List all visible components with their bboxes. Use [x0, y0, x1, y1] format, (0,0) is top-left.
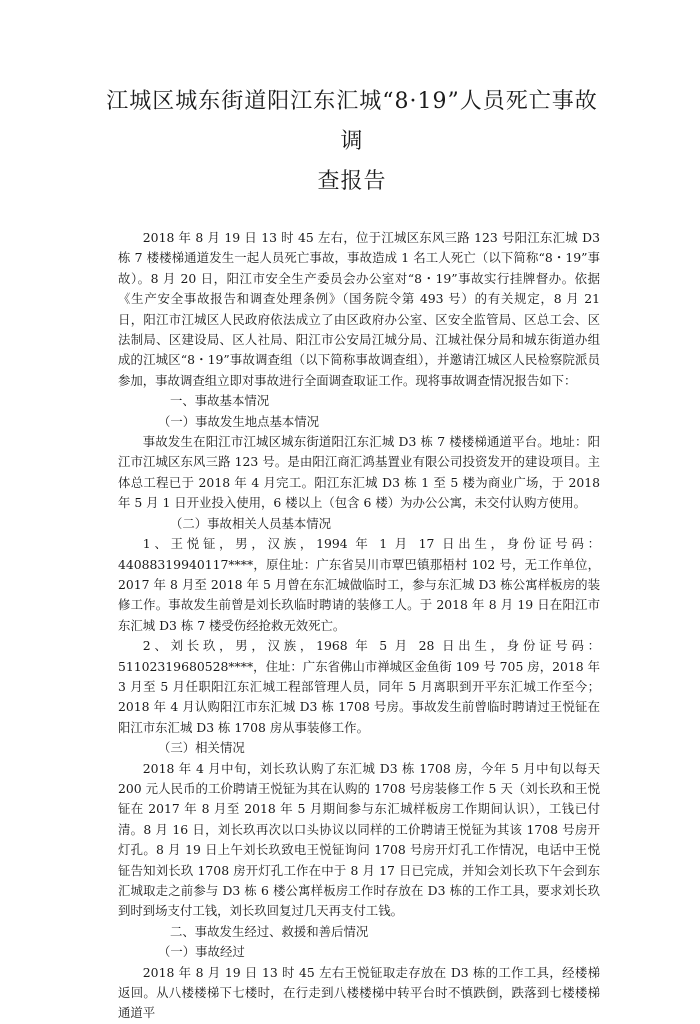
subsection-heading-1-3: （三）相关情况	[158, 740, 245, 756]
section-heading-2: 二、事故发生经过、救援和善后情况	[170, 923, 369, 939]
location-paragraph: 事故发生在阳江市江城区城东街道阳江东汇城 D3 栋 7 楼楼梯通道平台。地址：阳江市江城区东风三路 123 号。是由阳江商汇鸿基置业有限公司投资发开的建设项目。主体总工程已于 2018 年 4 月完工。阳江东汇城 D3 栋 1 至 5 楼为商业广场，于 2018 年 5 月 1 日开业投入使用，6 楼以上（包含 6 楼）为办公公寓，未交付认购方使用。	[118, 434, 600, 511]
person-2-paragraph: 2、刘长玖，男，汉族，1968 年 5 月 28 日出生，身份证号码：51102319680528****，住址：广东省佛山市禅城区金鱼街 109 号 705 房，2018 年 3 月至 5 月任职阳江东汇城工程部管理人员，同年 5 月离职到开平东汇城工作至今；2018 年 4 月认购阳江市东汇城 D3 栋 1708 号房。事故发生前曾临时聘请过王悦钲在阳江市东汇城 D3 栋 1708 房从事装修工作。	[118, 638, 600, 735]
title-line-2: 查报告	[317, 169, 387, 194]
section-heading-1: 一、事故基本情况	[170, 393, 270, 409]
related-info-paragraph: 2018 年 4 月中旬，刘长玖认购了东汇城 D3 栋 1708 房，今年 5 月中旬以每天 200 元人民币的工价聘请王悦钲为其在认购的 1708 号房装修工作 5 天（刘长玖和王悦钲在 2017 年 8 月至 2018 年 5 月期间参与东汇城样板房工作期间认识），工钱已付清。8 月 16 日，刘长玖再次以口头协议以同样的工价聘请王悦钲为其该 1708 号房开灯孔。8 月 19 日上午刘长玖致电王悦钲询问 1708 号房开灯孔工作情况，电话中王悦钲告知刘长玖 1708 房开灯孔工作在中于 8 月 17 日已完成，并知会刘长玖下午会到东汇城取走之前参与 D3 栋 6 楼公寓样板房工作时存放在 D3 栋的工作工具，要求刘长玖到时到场支付工钱，刘长玖回复过几天再支付工钱。	[118, 760, 600, 919]
intro-paragraph: 2018 年 8 月 19 日 13 时 45 左右，位于江城区东风三路 123 号阳江东汇城 D3 栋 7 楼楼梯通道发生一起人员死亡事故，事故造成 1 名工人死亡（以下简称“8・19”事故）。8 月 20 日，阳江市安全生产委员会办公室对“8・19”事故实行挂牌督办。依据《生产安全事故报告和调查处理条例》（国务院令第 493 号）的有关规定，8 月 21 日，阳江市江城区人民政府依法成立了由区政府办公室、区安全监管局、区总工会、区法制局、区建设局、区人社局、阳江市公安局江城分局、江城社保分局和城东街道办组成的江城区“8・19”事故调查组（以下简称事故调查组），并邀请江城区人民检察院派员参加，事故调查组立即对事故进行全面调查取证工作。现将事故调查情况报告如下：	[118, 230, 600, 388]
subsection-heading-1-1: （一）事故发生地点基本情况	[158, 413, 320, 429]
document-body	[118, 228, 600, 1024]
accident-course-paragraph: 2018 年 8 月 19 日 13 时 45 左右王悦钲取走存放在 D3 栋的工作工具，经楼梯返回。从八楼楼梯下七楼时，在行走到八楼楼梯中转平台时不慎跌倒，跌落到七楼楼梯通道平	[118, 964, 600, 1021]
person-1-paragraph: 1、王悦钲，男，汉族，1994 年 1 月 17 日出生，身份证号码：44088319940117****，原住址：广东省吴川市覃巴镇那梧村 102 号，无工作单位，2017 年 8 月至 2018 年 5 月曾在东汇城做临时工，参与东汇城 D3 栋公寓样板房的装修工作。事故发生前曾是刘长玖临时聘请的装修工人。于 2018 年 8 月 19 日在阳江市东汇城 D3 栋 7 楼受伤经抢救无效死亡。	[118, 536, 600, 633]
subsection-heading-1-2: （二）事故相关人员基本情况	[170, 515, 332, 531]
title-line-1: 江城区城东街道阳江东汇城“8·19”人员死亡事故调	[106, 89, 598, 154]
subsection-heading-2-1: （一）事故经过	[158, 944, 245, 960]
document-title	[104, 82, 600, 202]
